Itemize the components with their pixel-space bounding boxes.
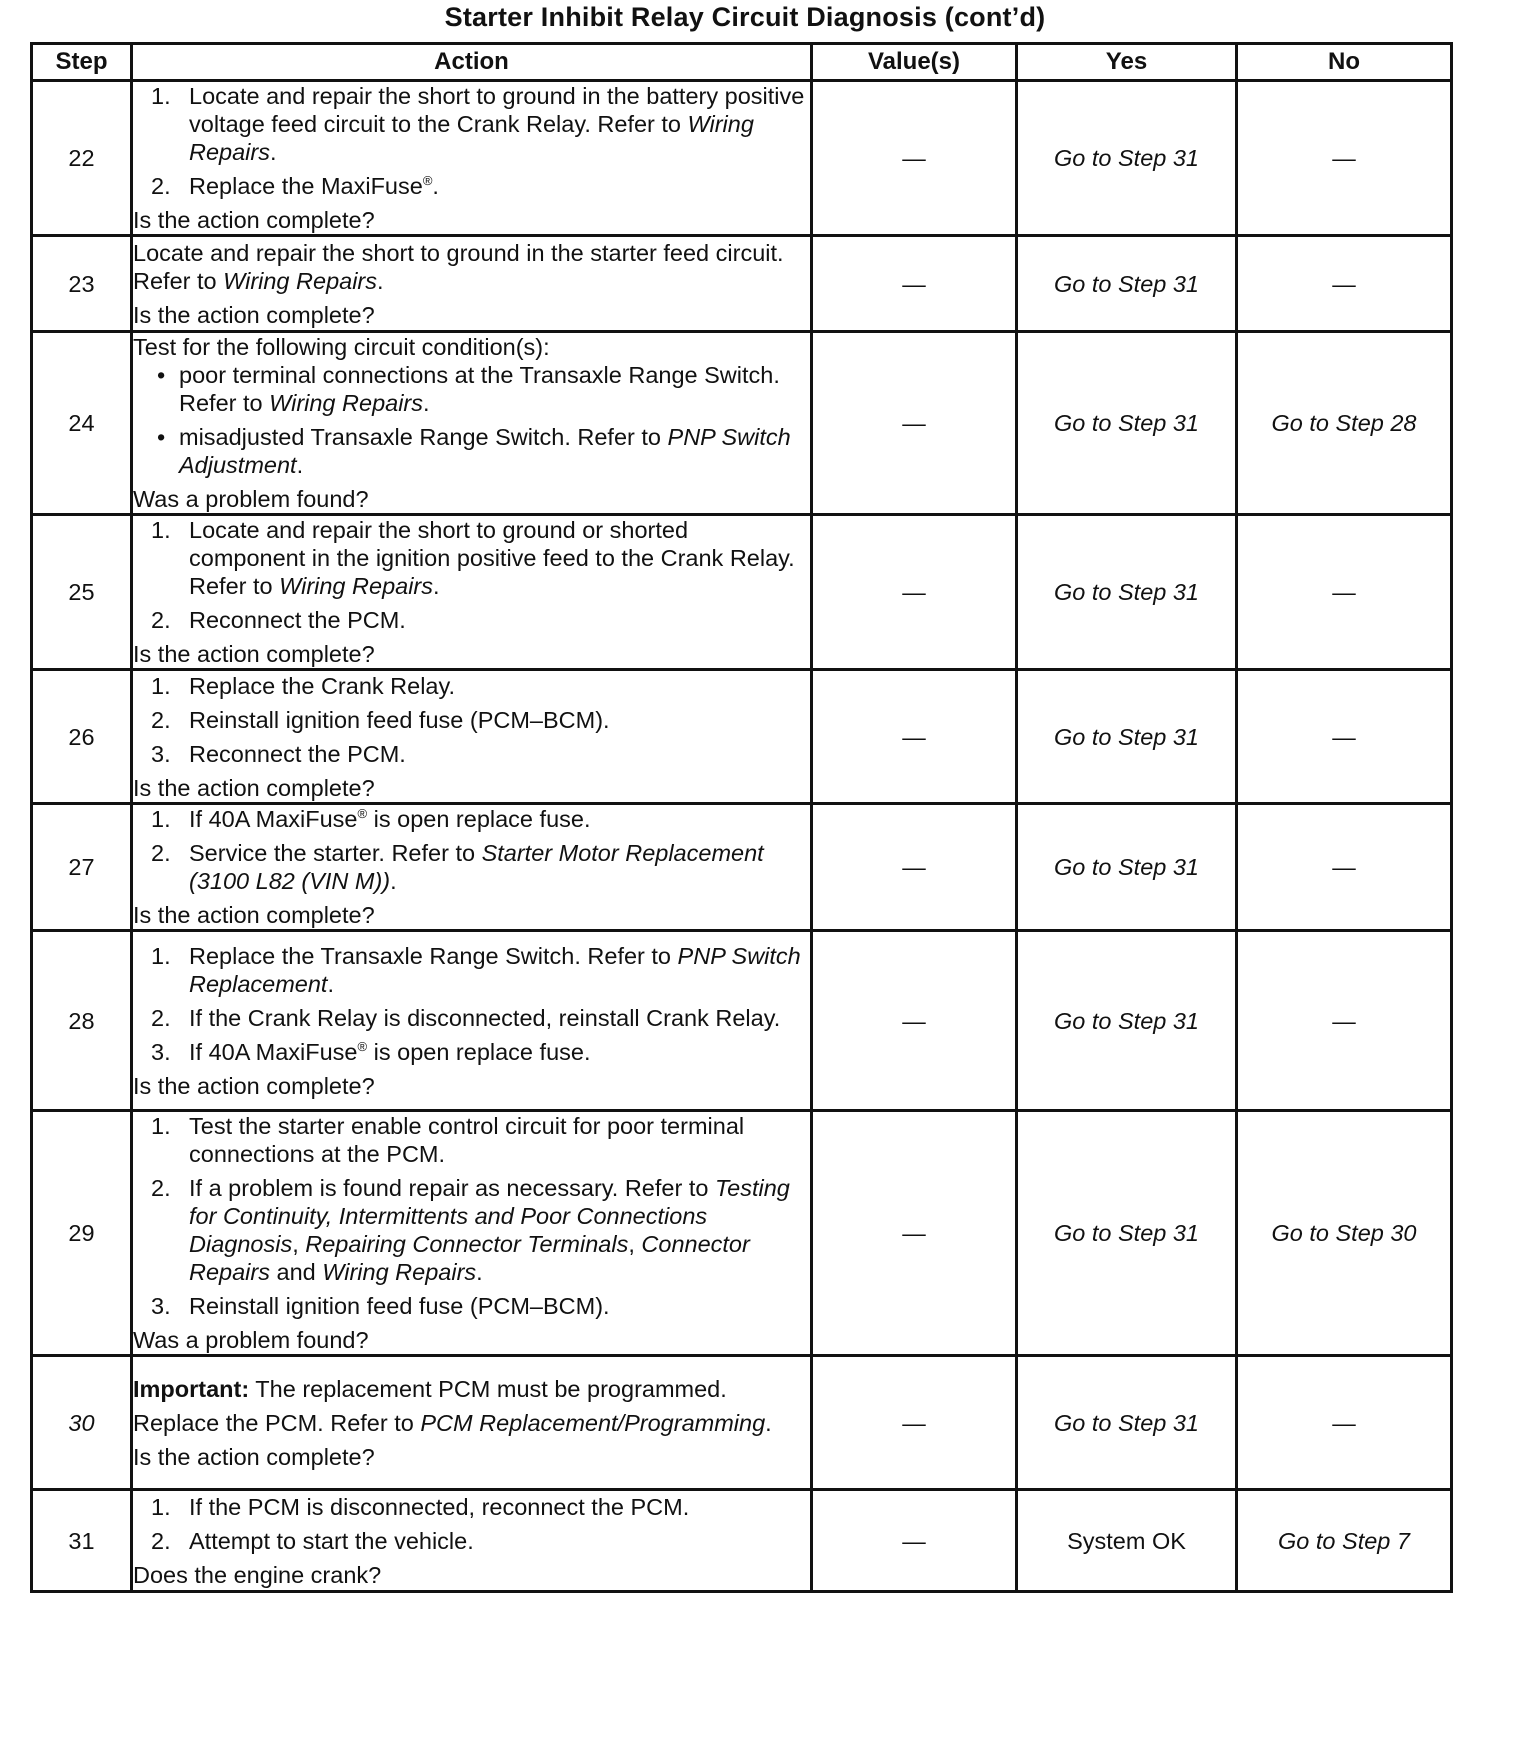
action-question: Is the action complete? <box>133 207 375 233</box>
table-row <box>32 332 1452 515</box>
action-item: 1. Replace the Crank Relay. <box>151 672 456 699</box>
action-item: 1. If the PCM is disconnected, reconnect the PCM. <box>151 1493 690 1520</box>
important-note: Important: The replacement PCM must be programmed. <box>133 1375 727 1402</box>
no-cell: — <box>1237 670 1452 804</box>
action-question: Was a problem found? <box>133 486 369 512</box>
reference-link: Testing for Continuity, Intermittents and Poor Connections Diagnosis <box>189 1175 790 1257</box>
action-item: 2. Reinstall ignition feed fuse (PCM–BCM). <box>151 706 610 733</box>
step-number: 28 <box>32 931 132 1111</box>
no-cell: — <box>1237 804 1452 931</box>
header-step: Step <box>32 44 132 81</box>
reference-link: Wiring Repairs <box>279 573 434 599</box>
action-item: 2. Service the starter. Refer to Starter Motor Replacement (3100 L82 (VIN M)). <box>151 840 764 894</box>
action-item: 3. If 40A MaxiFuse® is open replace fuse. <box>151 1038 591 1065</box>
action-cell <box>132 804 812 931</box>
action-cell <box>132 670 812 804</box>
action-item: 3. Reinstall ignition feed fuse (PCM–BCM). <box>151 1293 610 1319</box>
action-question: Is the action complete? <box>133 774 375 801</box>
yes-cell: Go to Step 31 <box>1017 1111 1237 1356</box>
yes-cell: Go to Step 31 <box>1017 236 1237 332</box>
table-row <box>32 81 1452 236</box>
action-item: 2. If a problem is found repair as necessary. Refer to Testing for Continuity, Intermittents and Poor Connections Diagnosis, Repairing Connector Terminals, Connector Repairs and Wiring Repairs. <box>151 1175 790 1285</box>
action-intro: Test for the following circuit condition(s): <box>133 334 550 360</box>
yes-cell: Go to Step 31 <box>1017 804 1237 931</box>
table-row <box>32 670 1452 804</box>
step-number: 22 <box>32 81 132 236</box>
yes-cell: Go to Step 31 <box>1017 81 1237 236</box>
diagnosis-table <box>30 42 1453 1593</box>
action-bullet: • misadjusted Transaxle Range Switch. Refer to PNP Switch Adjustment. <box>157 424 791 478</box>
action-question: Was a problem found? <box>133 1327 369 1353</box>
no-cell: — <box>1237 515 1452 670</box>
table-row <box>32 1490 1452 1592</box>
action-question: Is the action complete? <box>133 641 375 667</box>
action-question: Is the action complete? <box>133 301 375 328</box>
table-row <box>32 1356 1452 1490</box>
yes-cell: System OK <box>1017 1490 1237 1592</box>
reference-link: Wiring Repairs <box>223 267 378 294</box>
reference-link: Wiring Repairs <box>269 390 424 416</box>
step-number: 25 <box>32 515 132 670</box>
value-cell: — <box>812 81 1017 236</box>
yes-cell: Go to Step 31 <box>1017 931 1237 1111</box>
action-item: 2. If the Crank Relay is disconnected, reinstall Crank Relay. <box>151 1004 781 1031</box>
action-cell <box>132 1111 812 1356</box>
reference-link: Starter Motor Replacement (3100 L82 (VIN M)) <box>189 840 764 894</box>
no-cell: — <box>1237 236 1452 332</box>
page-title: Starter Inhibit Relay Circuit Diagnosis (cont’d) <box>444 2 1046 32</box>
value-cell: — <box>812 804 1017 931</box>
action-bullet: • poor terminal connections at the Transaxle Range Switch. Refer to Wiring Repairs. <box>157 362 780 416</box>
reference-link: Wiring Repairs <box>322 1259 477 1285</box>
step-number: 27 <box>32 804 132 931</box>
table-row <box>32 515 1452 670</box>
action-question: Is the action complete? <box>133 1443 375 1470</box>
header-no: No <box>1237 44 1452 81</box>
value-cell: — <box>812 670 1017 804</box>
action-cell <box>132 81 812 236</box>
action-cell <box>132 1356 812 1490</box>
reference-link: PCM Replacement/Programming <box>420 1409 766 1436</box>
table-row <box>32 931 1452 1111</box>
value-cell: — <box>812 1490 1017 1592</box>
step-number: 29 <box>32 1111 132 1356</box>
action-question: Is the action complete? <box>133 902 375 928</box>
table-row <box>32 804 1452 931</box>
action-question: Does the engine crank? <box>133 1561 382 1588</box>
reference-link: PNP Switch Adjustment <box>179 424 791 478</box>
action-cell <box>132 332 812 515</box>
reference-link: Wiring Repairs <box>189 111 754 165</box>
action-item: 1. Replace the Transaxle Range Switch. Refer to PNP Switch Replacement. <box>151 942 801 997</box>
yes-cell: Go to Step 31 <box>1017 670 1237 804</box>
yes-cell: Go to Step 31 <box>1017 332 1237 515</box>
no-cell: Go to Step 28 <box>1237 332 1452 515</box>
step-number: 26 <box>32 670 132 804</box>
no-cell: — <box>1237 81 1452 236</box>
value-cell: — <box>812 1111 1017 1356</box>
table-row <box>32 1111 1452 1356</box>
value-cell: — <box>812 1356 1017 1490</box>
no-cell: — <box>1237 1356 1452 1490</box>
action-item: 1. Test the starter enable control circuit for poor terminal connections at the PCM. <box>151 1113 745 1167</box>
header-yes: Yes <box>1017 44 1237 81</box>
action-text: Locate and repair the short to ground in the starter feed circuit. Refer to Wiring Repairs. <box>133 239 784 294</box>
action-item: 3. Reconnect the PCM. <box>151 740 406 767</box>
value-cell: — <box>812 236 1017 332</box>
header-row <box>32 44 1452 81</box>
action-cell <box>132 931 812 1111</box>
yes-cell: Go to Step 31 <box>1017 515 1237 670</box>
value-cell: — <box>812 931 1017 1111</box>
no-cell: — <box>1237 931 1452 1111</box>
reference-link: Connector Repairs <box>189 1231 750 1285</box>
header-value: Value(s) <box>812 44 1017 81</box>
reference-link: PNP Switch Replacement <box>189 942 801 997</box>
step-number: 30 <box>32 1356 132 1490</box>
action-cell <box>132 515 812 670</box>
step-number: 24 <box>32 332 132 515</box>
step-number: 31 <box>32 1490 132 1592</box>
reference-link: Repairing Connector Terminals <box>305 1231 629 1257</box>
step-number: 23 <box>32 236 132 332</box>
value-cell: — <box>812 332 1017 515</box>
value-cell: — <box>812 515 1017 670</box>
no-cell: Go to Step 7 <box>1237 1490 1452 1592</box>
action-item: 2. Attempt to start the vehicle. <box>151 1527 474 1554</box>
yes-cell: Go to Step 31 <box>1017 1356 1237 1490</box>
action-text: Replace the PCM. Refer to PCM Replacement/Programming. <box>133 1409 772 1436</box>
action-item: 1. Locate and repair the short to ground in the battery positive voltage feed circuit to the Crank Relay. Refer to Wiring Repairs. <box>151 83 805 165</box>
no-cell: Go to Step 30 <box>1237 1111 1452 1356</box>
action-cell <box>132 236 812 332</box>
action-question: Is the action complete? <box>133 1072 375 1099</box>
table-row <box>32 236 1452 332</box>
action-item: 2. Replace the MaxiFuse®. <box>151 173 439 199</box>
action-item: 1. If 40A MaxiFuse® is open replace fuse. <box>151 806 591 832</box>
action-item: 1. Locate and repair the short to ground or shorted component in the ignition positive feed to the Crank Relay. Refer to Wiring Repairs. <box>151 517 795 599</box>
action-cell <box>132 1490 812 1592</box>
header-action: Action <box>132 44 812 81</box>
action-item: 2. Reconnect the PCM. <box>151 607 406 633</box>
